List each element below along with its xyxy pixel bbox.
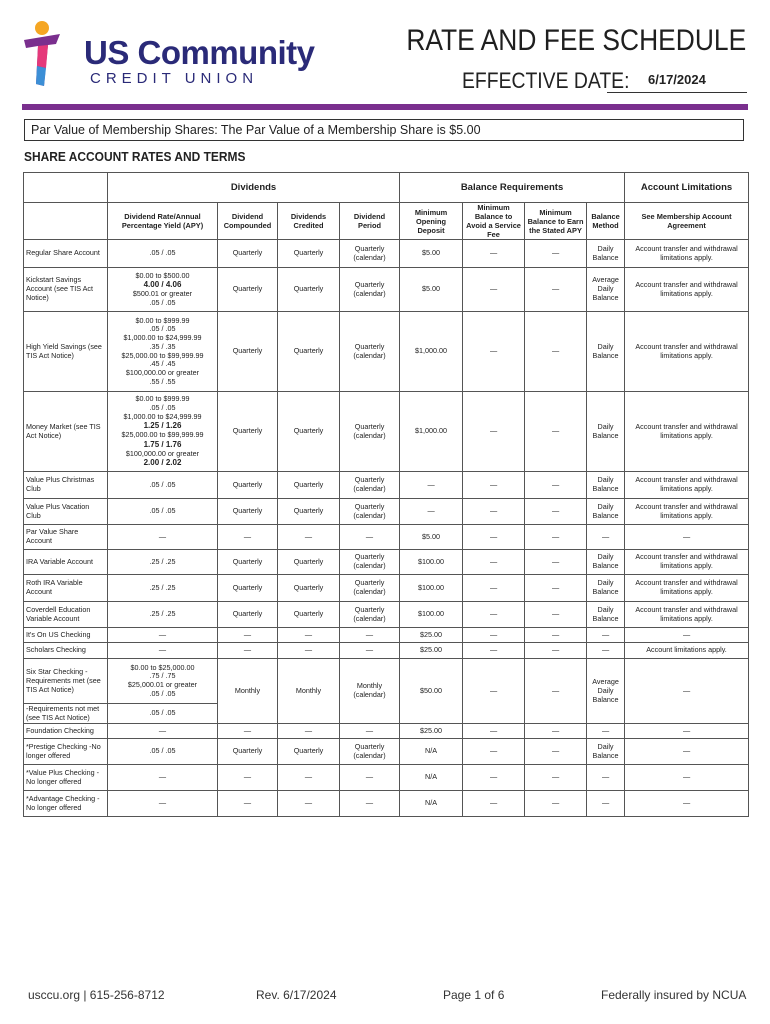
rate-cell: .25 / .25	[108, 575, 218, 602]
compounded-cell: —	[218, 791, 278, 817]
effective-date: 6/17/2024	[648, 72, 706, 87]
method-cell: —	[587, 628, 625, 643]
min-earn-cell: —	[525, 791, 587, 817]
min-opening-cell: N/A	[400, 739, 463, 765]
rate-cell: .05 / .05	[108, 499, 218, 525]
effective-date-underline	[607, 92, 747, 93]
rate-cell	[108, 659, 218, 704]
logo-figure-icon	[18, 18, 66, 88]
period-cell: —	[340, 765, 400, 791]
tier-rate: .05 / .05	[149, 688, 176, 698]
method-cell: —	[587, 724, 625, 739]
limit-cell: —	[625, 724, 749, 739]
table-row	[24, 765, 749, 791]
method-cell: Daily Balance	[587, 550, 625, 575]
limit-cell: Account transfer and withdrawal limitations apply.	[625, 392, 749, 472]
rate-cell: .25 / .25	[108, 550, 218, 575]
min-earn-cell: —	[525, 392, 587, 472]
min-fee-cell: —	[463, 499, 525, 525]
min-opening-cell: $25.00	[400, 628, 463, 643]
account-name: IRA Variable Account	[24, 550, 108, 575]
min-fee-cell: —	[463, 472, 525, 499]
tier-label: $0.00 to $500.00	[135, 270, 190, 280]
limit-cell: —	[625, 659, 749, 724]
table-row	[24, 724, 749, 739]
min-opening-cell: $1,000.00	[400, 392, 463, 472]
rate-cell: .25 / .25	[108, 602, 218, 628]
credited-cell: Quarterly	[278, 240, 340, 268]
period-cell: Quarterly (calendar)	[340, 575, 400, 602]
limits-header: See Membership Account Agreement	[625, 203, 749, 240]
tier-rate: .55 / .55	[149, 376, 176, 386]
tier-rate: .05 / .05	[149, 324, 176, 334]
compounded-cell: Quarterly	[218, 550, 278, 575]
limit-cell: —	[625, 525, 749, 550]
credited-header: Dividends Credited	[278, 203, 340, 240]
tier-label: $100,000.00 or greater	[125, 368, 200, 378]
footer-contact: usccu.org | 615-256-8712	[28, 988, 165, 1002]
compounded-cell: —	[218, 643, 278, 659]
min-earn-cell: —	[525, 550, 587, 575]
tier-rate: .45 / .45	[149, 359, 176, 369]
period-cell: Quarterly (calendar)	[340, 550, 400, 575]
method-cell: Average Daily Balance	[587, 659, 625, 724]
credited-cell: Quarterly	[278, 739, 340, 765]
min-fee-cell: —	[463, 312, 525, 392]
footer-page-number: Page 1 of 6	[443, 988, 505, 1002]
compounded-cell: Quarterly	[218, 739, 278, 765]
table-row	[24, 240, 749, 268]
account-name: Kickstart Savings Account (see TIS Act Notice)	[24, 268, 108, 312]
limit-cell: Account transfer and withdrawal limitations apply.	[625, 575, 749, 602]
account-name: Par Value Share Account	[24, 525, 108, 550]
period-cell: Quarterly (calendar)	[340, 240, 400, 268]
tier-label: $25,000.01 or greater	[127, 680, 198, 690]
tier-rate: .05 / .05	[149, 297, 176, 307]
limit-cell: Account transfer and withdrawal limitations apply.	[625, 602, 749, 628]
min-fee-cell: —	[463, 659, 525, 724]
compounded-cell: Quarterly	[218, 268, 278, 312]
min-opening-header: Minimum Opening Deposit	[400, 203, 463, 240]
method-cell: Daily Balance	[587, 472, 625, 499]
tier-label: $1,000.00 to $24,999.99	[123, 411, 202, 421]
effective-date-label: EFFECTIVE DATE:	[462, 68, 630, 93]
credited-cell: Quarterly	[278, 602, 340, 628]
compounded-header: Dividend Compounded	[218, 203, 278, 240]
min-fee-cell: —	[463, 791, 525, 817]
table-group-header-row	[24, 173, 749, 203]
compounded-cell: Quarterly	[218, 499, 278, 525]
min-fee-cell: —	[463, 268, 525, 312]
table-row	[24, 525, 749, 550]
table-row	[24, 739, 749, 765]
account-subname: -Requirements not met (see TIS Act Notice)	[24, 704, 108, 724]
credited-cell: Monthly	[278, 659, 340, 724]
period-cell: Quarterly (calendar)	[340, 392, 400, 472]
account-name-header	[24, 203, 108, 240]
account-name: Regular Share Account	[24, 240, 108, 268]
period-cell: Quarterly (calendar)	[340, 602, 400, 628]
footer-insured: Federally insured by NCUA	[601, 988, 747, 1002]
min-fee-cell: —	[463, 392, 525, 472]
dividends-header: Dividends	[108, 173, 400, 203]
period-cell: Quarterly (calendar)	[340, 312, 400, 392]
tier-label: $0.00 to $999.99	[135, 315, 190, 325]
logo-line1: US Community	[84, 34, 315, 71]
method-cell: Daily Balance	[587, 312, 625, 392]
method-cell: —	[587, 525, 625, 550]
min-fee-cell: —	[463, 643, 525, 659]
table-row	[24, 791, 749, 817]
rate-header: Dividend Rate/Annual Percentage Yield (APY)	[108, 203, 218, 240]
account-name: *Value Plus Checking -No longer offered	[24, 765, 108, 791]
account-name: High Yield Savings (see TIS Act Notice)	[24, 312, 108, 392]
account-name: Roth IRA Variable Account	[24, 575, 108, 602]
credited-cell: Quarterly	[278, 312, 340, 392]
limit-cell: —	[625, 628, 749, 643]
rate-cell: .05 / .05	[108, 739, 218, 765]
tier-rate: .35 / .35	[149, 341, 176, 351]
min-opening-cell: $25.00	[400, 643, 463, 659]
min-opening-cell: —	[400, 472, 463, 499]
rate-cell: —	[108, 643, 218, 659]
rate-cell: —	[108, 724, 218, 739]
tier-label: $1,000.00 to $24,999.99	[123, 333, 202, 343]
min-fee-cell: —	[463, 575, 525, 602]
compounded-cell: Quarterly	[218, 602, 278, 628]
account-name: It's On US Checking	[24, 628, 108, 643]
account-name: Value Plus Christmas Club	[24, 472, 108, 499]
tier-rate: 4.00 / 4.06	[143, 280, 182, 290]
min-earn-cell: —	[525, 472, 587, 499]
min-earn-cell: —	[525, 643, 587, 659]
limit-cell: —	[625, 739, 749, 765]
credited-cell: —	[278, 765, 340, 791]
tier-label: $25,000.00 to $99,999.99	[121, 430, 204, 440]
compounded-cell: —	[218, 525, 278, 550]
rate-cell	[108, 312, 218, 392]
table-row	[24, 550, 749, 575]
page-title: RATE AND FEE SCHEDULE	[406, 24, 746, 57]
min-fee-cell: —	[463, 628, 525, 643]
tier-rate: 2.00 / 2.02	[143, 458, 182, 468]
account-name: Coverdell Education Variable Account	[24, 602, 108, 628]
account-name: Value Plus Vacation Club	[24, 499, 108, 525]
min-fee-cell: —	[463, 724, 525, 739]
limit-cell: —	[625, 765, 749, 791]
period-header: Dividend Period	[340, 203, 400, 240]
method-cell: Daily Balance	[587, 739, 625, 765]
tier-rate: .75 / .75	[149, 671, 176, 681]
limit-cell: Account transfer and withdrawal limitations apply.	[625, 499, 749, 525]
min-opening-cell: —	[400, 499, 463, 525]
period-cell: —	[340, 724, 400, 739]
period-cell: Quarterly (calendar)	[340, 268, 400, 312]
account-name: Foundation Checking	[24, 724, 108, 739]
rates-table	[23, 172, 749, 817]
table-row	[24, 628, 749, 643]
min-fee-cell: —	[463, 602, 525, 628]
compounded-cell: Monthly	[218, 659, 278, 724]
min-opening-cell: $100.00	[400, 575, 463, 602]
period-cell: —	[340, 791, 400, 817]
min-fee-cell: —	[463, 240, 525, 268]
method-cell: Daily Balance	[587, 602, 625, 628]
credited-cell: Quarterly	[278, 392, 340, 472]
min-opening-cell: N/A	[400, 765, 463, 791]
rate-cell: —	[108, 791, 218, 817]
period-cell: —	[340, 525, 400, 550]
logo	[18, 18, 315, 88]
compounded-cell: —	[218, 765, 278, 791]
min-fee-cell: —	[463, 739, 525, 765]
method-cell: Daily Balance	[587, 575, 625, 602]
method-cell: —	[587, 791, 625, 817]
min-earn-cell: —	[525, 602, 587, 628]
min-earn-cell: —	[525, 525, 587, 550]
min-opening-cell: $5.00	[400, 525, 463, 550]
min-opening-cell: $1,000.00	[400, 312, 463, 392]
min-opening-cell: $50.00	[400, 659, 463, 724]
credited-cell: —	[278, 791, 340, 817]
credited-cell: Quarterly	[278, 499, 340, 525]
table-row	[24, 602, 749, 628]
table-row	[24, 575, 749, 602]
min-opening-cell: $25.00	[400, 724, 463, 739]
min-earn-cell: —	[525, 739, 587, 765]
limit-cell: Account transfer and withdrawal limitations apply.	[625, 550, 749, 575]
table-row	[24, 472, 749, 499]
method-cell: Daily Balance	[587, 392, 625, 472]
limit-cell: Account transfer and withdrawal limitations apply.	[625, 312, 749, 392]
account-name: Scholars Checking	[24, 643, 108, 659]
tier-label: $0.00 to $25,000.00	[130, 662, 195, 672]
credited-cell: —	[278, 643, 340, 659]
table-row	[24, 643, 749, 659]
tier-label: $100,000.00 or greater	[125, 448, 200, 458]
balance-requirements-header: Balance Requirements	[400, 173, 625, 203]
min-fee-cell: —	[463, 525, 525, 550]
period-cell: —	[340, 643, 400, 659]
period-cell: Monthly (calendar)	[340, 659, 400, 724]
method-cell: Average Daily Balance	[587, 268, 625, 312]
min-opening-cell: N/A	[400, 791, 463, 817]
account-name: *Advantage Checking -No longer offered	[24, 791, 108, 817]
account-name: *Prestige Checking -No longer offered	[24, 739, 108, 765]
table-column-header-row	[24, 203, 749, 240]
account-name: Six Star Checking -Requirements met (see TIS Act Notice)	[24, 659, 108, 704]
min-earn-cell: —	[525, 499, 587, 525]
credited-cell: Quarterly	[278, 575, 340, 602]
balance-method-header: Balance Method	[587, 203, 625, 240]
method-cell: Daily Balance	[587, 499, 625, 525]
tier-rate: 1.75 / 1.76	[143, 439, 182, 449]
tier-label: $500.01 or greater	[132, 289, 193, 299]
credited-cell: —	[278, 525, 340, 550]
min-fee-cell: —	[463, 765, 525, 791]
table-row	[24, 392, 749, 472]
credited-cell: —	[278, 724, 340, 739]
period-cell: Quarterly (calendar)	[340, 739, 400, 765]
compounded-cell: Quarterly	[218, 392, 278, 472]
table-row	[24, 312, 749, 392]
limit-cell: Account transfer and withdrawal limitations apply.	[625, 472, 749, 499]
rate-cell: .05 / .05	[108, 704, 218, 724]
credited-cell: Quarterly	[278, 550, 340, 575]
compounded-cell: Quarterly	[218, 312, 278, 392]
period-cell: Quarterly (calendar)	[340, 499, 400, 525]
compounded-cell: —	[218, 724, 278, 739]
credited-cell: Quarterly	[278, 472, 340, 499]
par-value-notice: Par Value of Membership Shares: The Par Value of a Membership Share is $5.00	[24, 119, 744, 141]
method-cell: —	[587, 643, 625, 659]
min-earn-cell: —	[525, 575, 587, 602]
limit-cell: —	[625, 791, 749, 817]
rate-cell	[108, 392, 218, 472]
min-earn-cell: —	[525, 268, 587, 312]
min-earn-cell: —	[525, 312, 587, 392]
footer-revision: Rev. 6/17/2024	[256, 988, 337, 1002]
compounded-cell: Quarterly	[218, 472, 278, 499]
table-row	[24, 268, 749, 312]
limit-cell: Account limitations apply.	[625, 643, 749, 659]
blank-header	[24, 173, 108, 203]
min-opening-cell: $100.00	[400, 550, 463, 575]
rate-cell: .05 / .05	[108, 472, 218, 499]
min-fee-cell: —	[463, 550, 525, 575]
table-row	[24, 499, 749, 525]
min-earn-cell: —	[525, 659, 587, 724]
min-earn-cell: —	[525, 724, 587, 739]
tier-label: $25,000.00 to $99,999.99	[121, 350, 204, 360]
limit-cell: Account transfer and withdrawal limitations apply.	[625, 240, 749, 268]
section-title: SHARE ACCOUNT RATES AND TERMS	[24, 149, 246, 164]
tier-rate: .05 / .05	[149, 402, 176, 412]
min-earn-cell: —	[525, 628, 587, 643]
table-row	[24, 659, 749, 704]
credited-cell: Quarterly	[278, 268, 340, 312]
min-earn-cell: —	[525, 240, 587, 268]
logo-line2: CREDIT UNION	[90, 70, 259, 87]
method-cell: —	[587, 765, 625, 791]
rate-cell: —	[108, 628, 218, 643]
min-opening-cell: $5.00	[400, 268, 463, 312]
account-name: Money Market (see TIS Act Notice)	[24, 392, 108, 472]
min-fee-header: Minimum Balance to Avoid a Service Fee	[463, 203, 525, 240]
min-opening-cell: $5.00	[400, 240, 463, 268]
limit-cell: Account transfer and withdrawal limitations apply.	[625, 268, 749, 312]
min-earn-cell: —	[525, 765, 587, 791]
header-divider	[22, 104, 748, 110]
period-cell: —	[340, 628, 400, 643]
min-opening-cell: $100.00	[400, 602, 463, 628]
compounded-cell: Quarterly	[218, 240, 278, 268]
min-earn-header: Minimum Balance to Earn the Stated APY	[525, 203, 587, 240]
period-cell: Quarterly (calendar)	[340, 472, 400, 499]
tier-rate: 1.25 / 1.26	[143, 421, 182, 431]
tier-label: $0.00 to $999.99	[135, 394, 190, 404]
rate-cell: —	[108, 525, 218, 550]
rate-cell: .05 / .05	[108, 240, 218, 268]
compounded-cell: —	[218, 628, 278, 643]
compounded-cell: Quarterly	[218, 575, 278, 602]
rate-cell	[108, 268, 218, 312]
account-limitations-header: Account Limitations	[625, 173, 749, 203]
method-cell: Daily Balance	[587, 240, 625, 268]
rate-cell: —	[108, 765, 218, 791]
credited-cell: —	[278, 628, 340, 643]
